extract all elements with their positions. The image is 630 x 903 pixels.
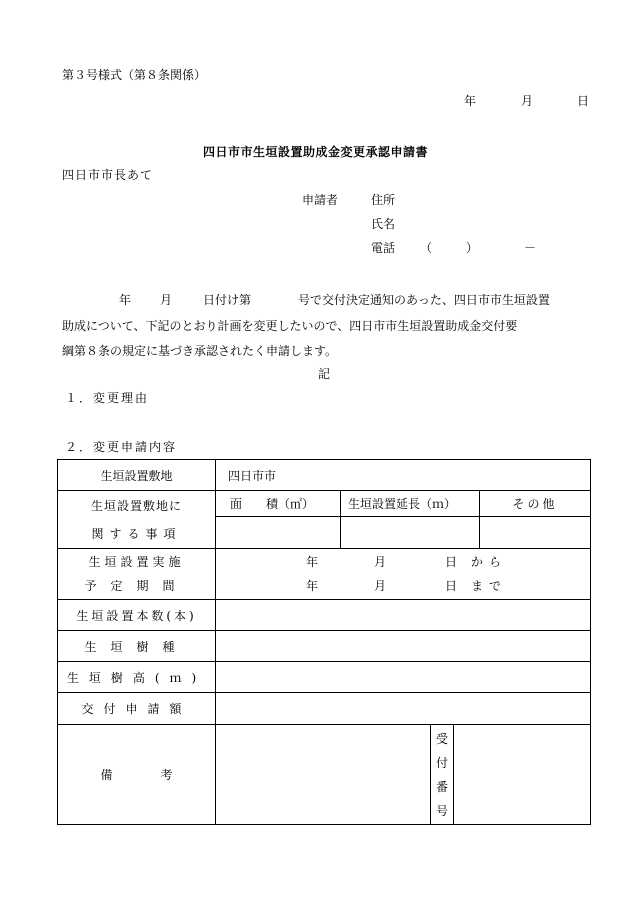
species-label: 生垣樹種 xyxy=(58,631,216,662)
date-day-label: 日 xyxy=(577,94,590,108)
body-month: 月 xyxy=(160,293,173,307)
other-value xyxy=(480,517,591,549)
area-value xyxy=(216,517,341,549)
species-value xyxy=(216,631,591,662)
receipt-char-2: 付 xyxy=(435,756,448,770)
name-label: 氏名 xyxy=(371,217,396,231)
body-line1-rest: 号で交付決定通知のあった、四日市市生垣設置 xyxy=(298,293,550,307)
date-month-label: 月 xyxy=(521,94,534,108)
amount-value xyxy=(216,693,591,725)
area-header: 面 積（㎡） xyxy=(216,491,341,517)
receipt-number-value xyxy=(454,725,591,825)
from-month: 月 xyxy=(374,555,387,569)
site-label: 生垣設置敷地 xyxy=(58,460,216,491)
height-label: 生垣樹高(ｍ) xyxy=(58,662,216,693)
from-day: 日 xyxy=(445,555,458,569)
body-line3: 綱第８条の規定に基づき承認されたく申請します。 xyxy=(62,344,338,358)
phone-dash: － xyxy=(524,241,537,255)
site-value: 四日市市 xyxy=(216,460,591,491)
phone-close-paren: ） xyxy=(466,241,479,255)
receipt-char-1: 受 xyxy=(435,732,448,746)
address-label: 住所 xyxy=(371,193,396,207)
count-label: 生垣設置本数(本) xyxy=(58,600,216,631)
height-value xyxy=(216,662,591,693)
form-number: 第３号様式（第８条関係） xyxy=(62,68,207,82)
from-label: から xyxy=(471,555,508,569)
section-reason: １．変更理由 xyxy=(65,391,150,405)
matters-label-line1: 生垣設置敷地に xyxy=(90,498,182,513)
length-header: 生垣設置延長（ｍ） xyxy=(341,491,480,517)
section-content: ２．変更申請内容 xyxy=(65,440,178,454)
matters-label xyxy=(58,491,216,549)
receipt-char-4: 号 xyxy=(435,804,448,818)
other-header: その他 xyxy=(480,491,591,517)
application-table xyxy=(57,459,591,825)
period-value xyxy=(216,549,591,600)
receipt-char-3: 番 xyxy=(435,780,448,794)
ki-label: 記 xyxy=(318,367,331,381)
body-line2: 助成について、下記のとおり計画を変更したいので、四日市市生垣設置助成金交付要 xyxy=(62,319,518,333)
document-title: 四日市市生垣設置助成金変更承認申請書 xyxy=(203,145,429,159)
to-day: 日 xyxy=(445,579,458,593)
receipt-label xyxy=(431,725,454,825)
phone-open-paren: （ xyxy=(420,241,433,255)
period-label-line1: 生垣設置実施 xyxy=(88,555,185,569)
applicant-label: 申請者 xyxy=(302,193,339,207)
matters-label-line2: 関する事項 xyxy=(91,526,182,541)
phone-label: 電話 xyxy=(371,241,396,255)
remarks-label: 備 考 xyxy=(58,725,216,825)
count-value xyxy=(216,600,591,631)
date-year-label: 年 xyxy=(464,94,477,108)
length-value xyxy=(341,517,480,549)
body-year: 年 xyxy=(119,293,132,307)
to-month: 月 xyxy=(374,579,387,593)
to-year: 年 xyxy=(306,579,319,593)
period-label-line2: 予定期間 xyxy=(84,579,189,593)
body-dated: 日付け第 xyxy=(203,293,252,307)
remarks-value xyxy=(216,725,431,825)
amount-label: 交付申請額 xyxy=(58,693,216,725)
period-label xyxy=(58,549,216,600)
to-label: まで xyxy=(471,579,508,593)
from-year: 年 xyxy=(306,555,319,569)
addressee: 四日市市長あて xyxy=(62,168,154,182)
